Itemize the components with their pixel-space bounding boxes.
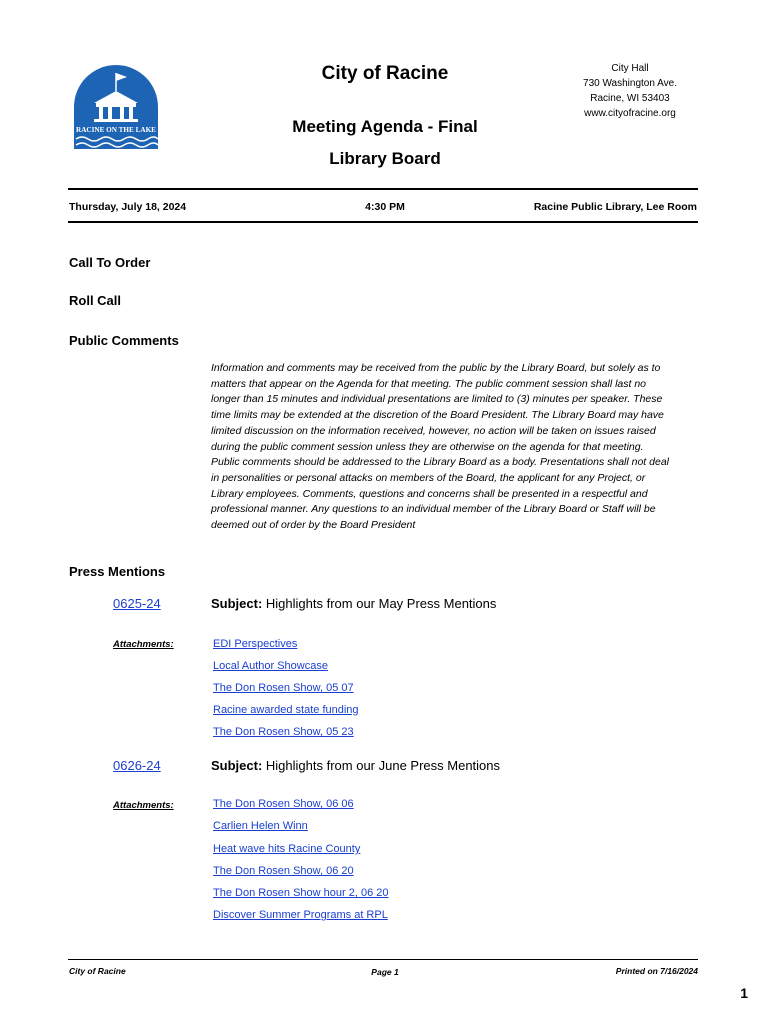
subject-text: Highlights from our May Press Mentions <box>262 596 497 611</box>
attachment-link[interactable]: Racine awarded state funding <box>213 704 359 716</box>
address-line: City Hall <box>611 63 649 74</box>
attachment-link[interactable]: The Don Rosen Show, 05 23 <box>213 726 354 738</box>
subject-text: Highlights from our June Press Mentions <box>262 758 501 773</box>
meeting-time: 4:30 PM <box>365 201 405 213</box>
attachment-link[interactable]: Discover Summer Programs at RPL <box>213 909 388 921</box>
address-line: 730 Washington Ave. <box>583 78 677 89</box>
meeting-date: Thursday, July 18, 2024 <box>69 201 187 213</box>
agenda-title: Meeting Agenda - Final <box>292 117 478 136</box>
footer-org: City of Racine <box>69 966 126 976</box>
address-line: www.cityofracine.org <box>584 108 676 119</box>
attachment-link[interactable]: The Don Rosen Show hour 2, 06 20 <box>213 887 389 899</box>
item-subject <box>211 596 496 611</box>
footer-page: Page 1 <box>371 967 399 977</box>
attachments-label: Attachments: <box>113 800 174 811</box>
org-title: City of Racine <box>321 63 449 84</box>
subject-label: Subject: <box>211 596 263 611</box>
attachment-link[interactable]: Local Author Showcase <box>213 660 328 672</box>
footer-rule <box>68 959 698 960</box>
address-line: Racine, WI 53403 <box>590 93 670 104</box>
bottom-rule <box>68 221 698 223</box>
org-address <box>560 61 700 121</box>
top-rule <box>68 188 698 190</box>
attachment-link[interactable]: Heat wave hits Racine County <box>213 843 361 855</box>
attachment-link[interactable]: EDI Perspectives <box>213 638 298 650</box>
section-press-mentions: Press Mentions <box>69 564 166 579</box>
section-public-comments: Public Comments <box>69 333 179 348</box>
file-number-link[interactable]: 0625-24 <box>113 596 161 611</box>
section-roll-call: Roll Call <box>69 293 122 308</box>
meeting-location: Racine Public Library, Lee Room <box>533 201 697 213</box>
page-number: 1 <box>740 985 748 1001</box>
footer-printed: Printed on 7/16/2024 <box>615 966 698 976</box>
file-number-link[interactable]: 0626-24 <box>113 758 161 773</box>
attachment-link[interactable]: The Don Rosen Show, 06 06 <box>213 798 354 810</box>
section-call-to-order: Call To Order <box>69 255 151 270</box>
public-comments-text <box>211 361 671 534</box>
attachment-link[interactable]: The Don Rosen Show, 06 20 <box>213 865 354 877</box>
attachment-link[interactable]: Carlien Helen Winn <box>213 820 308 832</box>
logo-text: RACINE ON THE LAKE <box>76 126 156 134</box>
attachment-link[interactable]: The Don Rosen Show, 05 07 <box>213 682 354 694</box>
board-name: Library Board <box>329 149 441 168</box>
subject-label: Subject: <box>211 758 263 773</box>
public-comments-paragraph: Information and comments may be received from the public by the Library Board, but solely as to matters that appear on the Agenda for that meeting. The public comment session shall last no longer than 15 minutes and individual presentations are limited to (3) minutes per speaker. These time limits may be extended at the discretion of the Board President. The Library Board may have limited discussion on the information received, however, no action will be taken on issues raised during the public comment session unless they are otherwise on the agenda for that meeting. Public comments should be addressed to the Library Board as a body. Presentations shall not deal in personalities or personal attacks on members of the Board, the applicant for any Project, or Library employees. Comments, questions and concerns shall be presented in a respectful and professional manner. Any questions to an individual member of the Library Board or Staff will be deemed out of order by the Board President <box>211 362 669 532</box>
attachments-label: Attachments: <box>113 639 174 650</box>
item-subject <box>211 758 500 773</box>
